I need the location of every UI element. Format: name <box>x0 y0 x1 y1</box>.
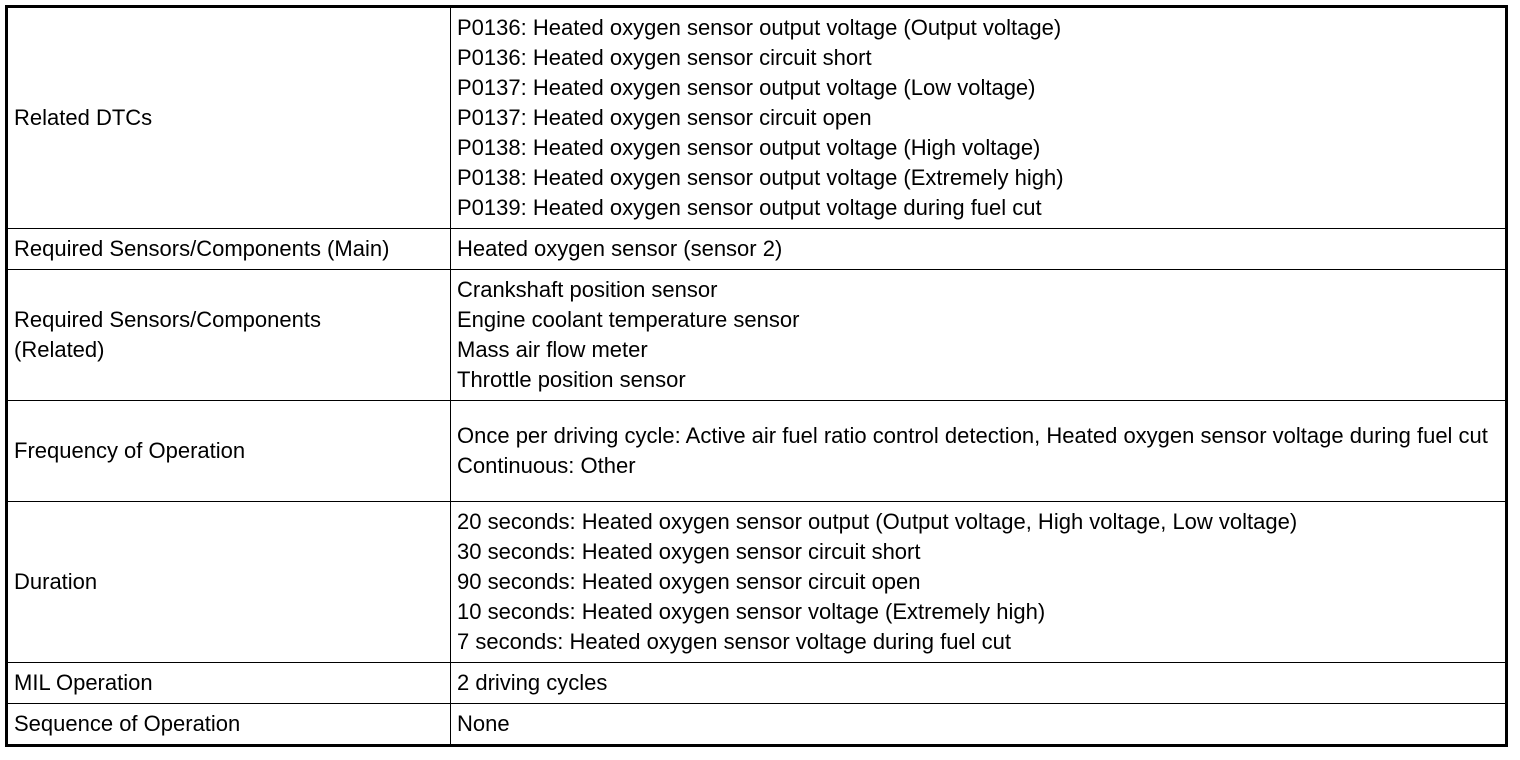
duration-line: 90 seconds: Heated oxygen sensor circuit open <box>457 569 921 594</box>
table-row-mil-operation <box>7 663 1507 704</box>
dtc-line: P0137: Heated oxygen sensor circuit open <box>457 105 872 130</box>
sensor-line: Heated oxygen sensor (sensor 2) <box>457 236 783 261</box>
row-label: Sequence of Operation <box>7 704 451 746</box>
frequency-line: Continuous: Other <box>457 453 636 478</box>
row-label: MIL Operation <box>7 663 451 704</box>
duration-line: 7 seconds: Heated oxygen sensor voltage during fuel cut <box>457 629 1012 654</box>
dtc-line: P0137: Heated oxygen sensor output voltage (Low voltage) <box>457 75 1036 100</box>
row-label: Duration <box>7 502 451 663</box>
sensor-line: Crankshaft position sensor <box>457 277 718 302</box>
dtc-line: P0138: Heated oxygen sensor output voltage (Extremely high) <box>457 165 1064 190</box>
dtc-line: P0136: Heated oxygen sensor circuit short <box>457 45 872 70</box>
frequency-line: Once per driving cycle: Active air fuel ratio control detection, Heated oxygen sensor voltage during fuel cut <box>457 423 1488 448</box>
duration-line: 20 seconds: Heated oxygen sensor output (Output voltage, High voltage, Low voltage) <box>457 509 1298 534</box>
dtc-line: P0138: Heated oxygen sensor output voltage (High voltage) <box>457 135 1041 160</box>
row-label <box>7 270 451 401</box>
row-label: Related DTCs <box>7 7 451 229</box>
table-row-sequence-of-operation <box>7 704 1507 746</box>
sequence-line: None <box>457 711 510 736</box>
table-row-required-sensors-related <box>7 270 1507 401</box>
table-row-frequency-of-operation <box>7 401 1507 502</box>
row-value <box>451 229 1507 270</box>
row-label: Frequency of Operation <box>7 401 451 502</box>
sensor-line: Mass air flow meter <box>457 337 648 362</box>
row-value <box>451 663 1507 704</box>
row-value <box>451 704 1507 746</box>
row-value <box>451 270 1507 401</box>
dtc-line: P0139: Heated oxygen sensor output voltage during fuel cut <box>457 195 1042 220</box>
row-value <box>451 7 1507 229</box>
duration-line: 30 seconds: Heated oxygen sensor circuit short <box>457 539 921 564</box>
duration-line: 10 seconds: Heated oxygen sensor voltage (Extremely high) <box>457 599 1046 624</box>
table-row-related-dtcs <box>7 7 1507 229</box>
row-label-line: (Related) <box>14 337 105 362</box>
table-row-duration <box>7 502 1507 663</box>
row-value <box>451 502 1507 663</box>
mil-line: 2 driving cycles <box>457 670 608 695</box>
table-row-required-sensors-main <box>7 229 1507 270</box>
row-label-line: Required Sensors/Components <box>14 307 321 332</box>
dtc-line: P0136: Heated oxygen sensor output voltage (Output voltage) <box>457 15 1062 40</box>
sensor-line: Throttle position sensor <box>457 367 686 392</box>
row-value <box>451 401 1507 502</box>
monitor-spec-table <box>5 5 1508 747</box>
sensor-line: Engine coolant temperature sensor <box>457 307 800 332</box>
row-label: Required Sensors/Components (Main) <box>7 229 451 270</box>
